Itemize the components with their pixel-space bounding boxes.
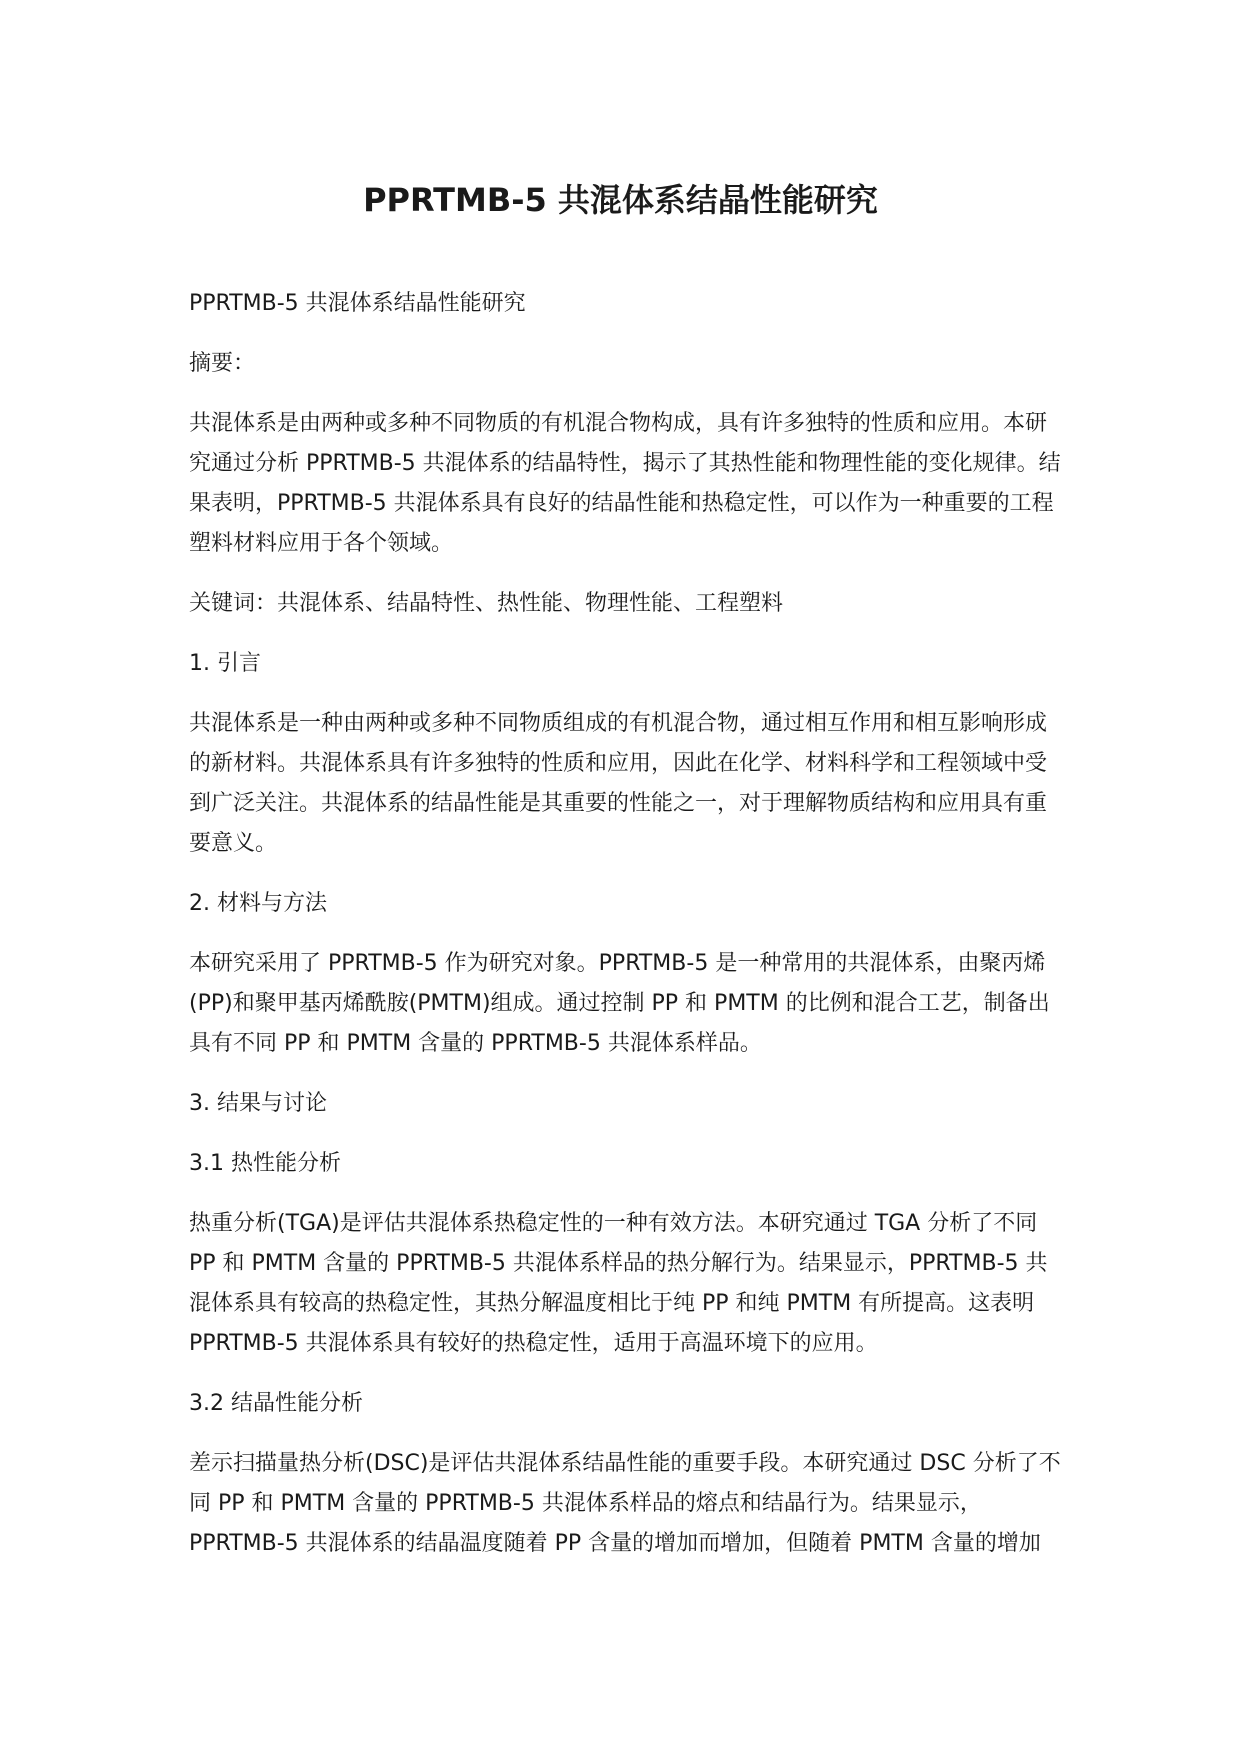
subtitle-line: PPRTMB-5 共混体系结晶性能研究: [189, 291, 526, 316]
document-body: [189, 284, 1061, 1584]
introduction-paragraph: 共混体系是一种由两种或多种不同物质组成的有机混合物，通过相互作用和相互影响形成的新材料。共混体系具有许多独特的性质和应用，因此在化学、材料科学和工程领域中受到广泛关注。共混体系的结晶性能是其重要的性能之一，对于理解物质结构和应用具有重要意义。: [189, 711, 1048, 856]
document-title: PPRTMB-5 共混体系结晶性能研究: [363, 181, 878, 219]
methods-paragraph: 本研究采用了 PPRTMB-5 作为研究对象。PPRTMB-5 是一种常用的共混体系，由聚丙烯(PP)和聚甲基丙烯酰胺(PMTM)组成。通过控制 PP 和 PMTM 的比例和混合工艺，制备出具有不同 PP 和 PMTM 含量的 PPRTMB-5 共混体系样品。: [189, 951, 1050, 1056]
abstract-paragraph: 共混体系是由两种或多种不同物质的有机混合物构成，具有许多独特的性质和应用。本研究通过分析 PPRTMB-5 共混体系的结晶特性，揭示了其热性能和物理性能的变化规律。结果表明，PPRTMB-5 共混体系具有良好的结晶性能和热稳定性，可以作为一种重要的工程塑料材料应用于各个领域。: [189, 411, 1061, 556]
crystallization-paragraph: 差示扫描量热分析(DSC)是评估共混体系结晶性能的重要手段。本研究通过 DSC 分析了不同 PP 和 PMTM 含量的 PPRTMB-5 共混体系样品的熔点和结晶行为。结果显示，PPRTMB-5 共混体系的结晶温度随着 PP 含量的增加而增加，但随着 PMTM 含量的增加: [189, 1451, 1061, 1556]
section-heading-methods: 2. 材料与方法: [189, 891, 327, 916]
abstract-heading: 摘要：: [189, 351, 256, 376]
section-heading-results: 3. 结果与讨论: [189, 1091, 327, 1116]
keywords-line: 关键词：共混体系、结晶特性、热性能、物理性能、工程塑料: [189, 591, 784, 616]
thermal-paragraph: 热重分析(TGA)是评估共混体系热稳定性的一种有效方法。本研究通过 TGA 分析了不同 PP 和 PMTM 含量的 PPRTMB-5 共混体系样品的热分解行为。结果显示，PPRTMB-5 共混体系具有较高的热稳定性，其热分解温度相比于纯 PP 和纯 PMTM 有所提高。这表明 PPRTMB-5 共混体系具有较好的热稳定性，适用于高温环境下的应用。: [189, 1211, 1048, 1356]
subsection-heading-thermal: 3.1 热性能分析: [189, 1151, 341, 1176]
section-heading-introduction: 1. 引言: [189, 651, 261, 676]
subsection-heading-crystallization: 3.2 结晶性能分析: [189, 1391, 363, 1416]
